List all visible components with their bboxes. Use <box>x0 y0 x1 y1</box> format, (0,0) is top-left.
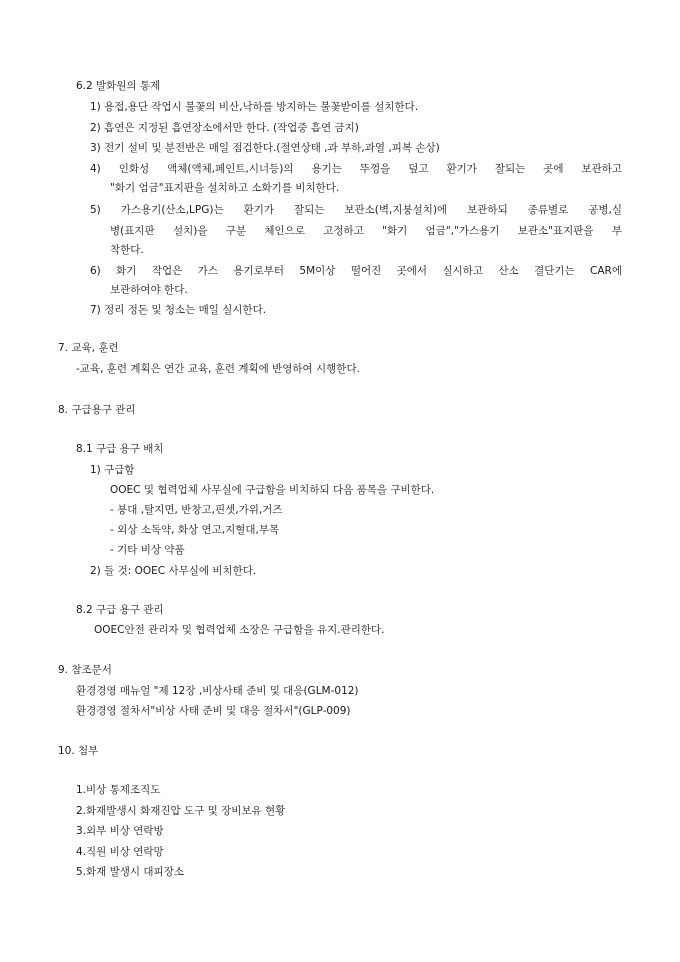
attachment-item-5: 5.화재 발생시 대피장소 <box>76 866 184 878</box>
first-aid-sub1-item1: 1) 구급함 <box>90 464 135 476</box>
fire-control-item-5-cont-1: 병(표지판 설치)을 구분 체인으로 고정하고 "화기 엄금","가스용기 보관소"표지판을 부 <box>110 225 622 237</box>
attachment-item-4: 4.직원 비상 연락망 <box>76 846 164 858</box>
fire-control-item-5: 5) 가스용기(산소,LPG)는 환기가 잘되는 보관소(벽,지붕설치)에 보관하되 종류별로 공병,실 <box>90 204 622 216</box>
fire-control-item-7: 7) 정리 정돈 및 청소는 매일 실시한다. <box>90 304 267 316</box>
section-heading-training: 7. 교육, 훈련 <box>58 342 119 354</box>
first-aid-sub2-body: OOEC안전 관리자 및 협력업체 소장은 구급함을 유지.관리한다. <box>94 624 385 636</box>
attachment-item-1: 1.비상 통제조직도 <box>76 784 161 796</box>
section-heading-references: 9. 참조문서 <box>58 664 112 676</box>
fire-control-item-3: 3) 전기 설비 및 분전반은 매일 점검한다.(절연상태 ,과 부하,과열 ,피복 손상) <box>90 142 440 154</box>
fire-control-item-2: 2) 흡연은 지정된 흡연장소에서만 한다. (작업중 흡연 금지) <box>90 122 359 134</box>
first-aid-sub1-item2: 2) 들 것: OOEC 사무실에 비치한다. <box>90 565 257 577</box>
first-aid-sub1-item1-body: OOEC 및 협력업체 사무실에 구급함을 비치하되 다음 품목을 구비한다. <box>110 484 435 496</box>
fire-control-item-4-cont: "화기 엄금"표지판을 설치하고 소화기를 비치한다. <box>110 182 340 194</box>
attachment-item-3: 3.외부 비상 연락방 <box>76 825 164 837</box>
reference-item-1: 환경경영 매뉴얼 "제 12장 ,비상사태 준비 및 대응(GLM-012) <box>76 685 359 697</box>
first-aid-sub1-heading: 8.1 구급 용구 배치 <box>76 443 164 455</box>
first-aid-bullet-3: - 기타 비상 약품 <box>110 544 185 556</box>
section-heading-first-aid: 8. 구급용구 관리 <box>58 404 136 416</box>
fire-control-item-1: 1) 용접,용단 작업시 불꽃의 비산,낙하를 방지하는 불꽃받이를 설치한다. <box>90 101 419 113</box>
section-heading-attachments: 10. 첨부 <box>58 745 99 757</box>
first-aid-sub2-heading: 8.2 구급 용구 관리 <box>76 604 164 616</box>
first-aid-bullet-2: - 외상 소독약, 화상 연고,지혈대,부목 <box>110 524 280 536</box>
fire-control-item-5-cont-2: 착한다. <box>110 244 144 256</box>
fire-control-item-6-cont: 보관하여야 한다. <box>110 284 188 296</box>
attachment-item-2: 2.화재발생시 화재진압 도구 및 장비보유 현황 <box>76 805 286 817</box>
fire-control-item-6: 6) 화기 작업은 가스 용기로부터 5M이상 떨어진 곳에서 실시하고 산소 결단기는 CAR에 <box>90 265 622 277</box>
section-heading-fire-control: 6.2 발화원의 통제 <box>76 80 161 92</box>
fire-control-item-4: 4) 인화성 액체(액체,페인트,시너등)의 용기는 뚜껑을 덮고 환기가 잘되는 곳에 보관하고 <box>90 163 622 175</box>
training-body: -교육, 훈련 계획은 연간 교육, 훈련 계획에 반영하여 시행한다. <box>76 363 360 375</box>
first-aid-bullet-1: - 붕대 ,탈지면, 반창고,핀셋,가위,거즈 <box>110 504 283 516</box>
reference-item-2: 환경경영 절차서"비상 사태 준비 및 대응 절차서"(GLP-009) <box>76 705 351 717</box>
